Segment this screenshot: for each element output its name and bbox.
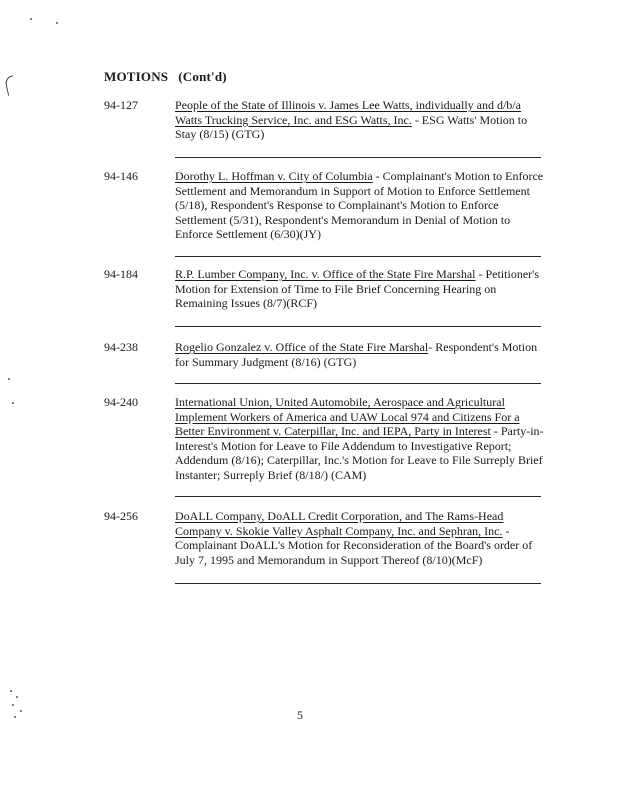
entry-body	[175, 98, 545, 142]
scan-speck	[56, 22, 58, 24]
scan-speck	[20, 710, 22, 712]
heading-continued: (Cont'd)	[178, 69, 227, 84]
scan-speck	[12, 402, 14, 404]
entry-divider	[175, 496, 541, 497]
scan-speck	[10, 690, 12, 692]
section-heading	[104, 69, 227, 85]
entry-divider	[175, 326, 541, 327]
entry-body	[175, 169, 545, 242]
scan-speck	[16, 696, 18, 698]
motion-description: - Complainant DoALL's Motion for Reconsideration of the Board's order of July 7, 1995 and Memorandum in Support Thereof (8/10)(McF)	[175, 523, 533, 567]
entry-divider	[175, 157, 541, 158]
entry-body	[175, 340, 545, 369]
case-caption: DoALL Company, DoALL Credit Corporation, and The Rams-Head Company v. Skokie Valley Asphalt Company, Inc. and Sephran, Inc.	[175, 509, 504, 538]
case-caption: International Union, United Automobile, Aerospace and Agricultural Implement Workers of America and UAW Local 974 and Citizens For a Better Environment v. Caterpillar, Inc. and IEPA, Party in Interest	[175, 395, 520, 439]
motion-description: - ESG Watts' Motion to Stay (8/15) (GTG)	[175, 112, 528, 142]
docket-number: 94-184	[104, 267, 138, 281]
entry-body	[175, 509, 545, 567]
case-caption: Rogelio Gonzalez v. Office of the State Fire Marshal	[175, 340, 429, 354]
motion-description: - Complainant's Motion to Enforce Settlement and Memorandum in Support of Motion to Enforce Settlement (5/18), Respondent's Response to Complainant's Motion to Enforce Settlement (5/31), Respondent's Memorandum in Denial of Motion to Enforce Settlement (6/30)(JY)	[175, 169, 544, 242]
motion-description: - Party-in-Interest's Motion for Leave to File Addendum to Investigative Report; Addendum (8/16); Caterpillar, Inc.'s Motion for Leave to File Surreply Brief Instanter; Surreply Brief (8/18/) (CAM)	[175, 424, 544, 482]
case-caption: People of the State of Illinois v. James Lee Watts, individually and d/b/a Watts Trucking Service, Inc. and ESG Watts, Inc.	[175, 98, 521, 127]
scan-speck	[8, 378, 10, 380]
entry-body	[175, 395, 545, 483]
docket-number: 94-146	[104, 169, 138, 183]
docket-number: 94-238	[104, 340, 138, 354]
docket-number: 94-127	[104, 98, 138, 112]
scan-speck	[30, 18, 32, 20]
scan-speck	[14, 716, 16, 718]
scan-speck	[12, 704, 14, 706]
entry-body	[175, 267, 545, 311]
page-number: 5	[297, 708, 303, 722]
entry-divider	[175, 383, 541, 384]
heading-title: MOTIONS	[104, 69, 169, 84]
entry-divider	[175, 583, 541, 584]
motion-description: - Petitioner's Motion for Extension of Time to File Brief Concerning Hearing on Remaining Issues (8/7)(RCF)	[175, 267, 539, 311]
case-caption: R.P. Lumber Company, Inc. v. Office of the State Fire Marshal	[175, 267, 476, 281]
docket-number: 94-256	[104, 509, 138, 523]
margin-mark	[4, 75, 17, 95]
docket-number: 94-240	[104, 395, 138, 409]
case-caption: Dorothy L. Hoffman v. City of Columbia	[175, 169, 373, 183]
motion-description: - Respondent's Motion for Summary Judgment (8/16) (GTG)	[175, 340, 538, 369]
entry-divider	[175, 256, 541, 257]
